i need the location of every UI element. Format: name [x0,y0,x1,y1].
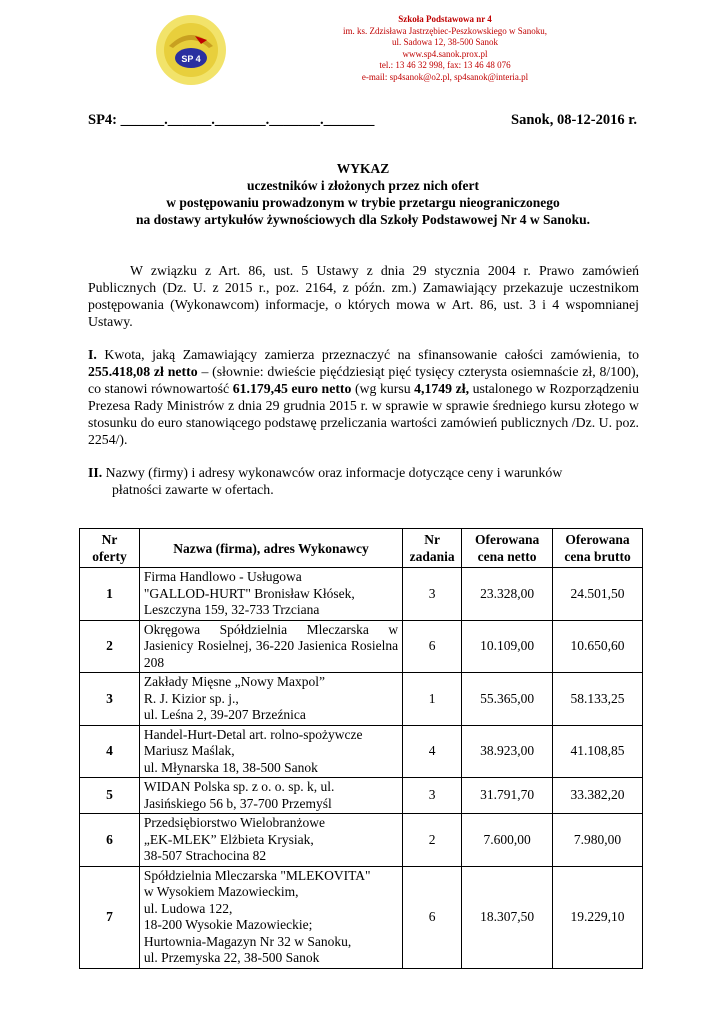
gross-price: 41.108,85 [553,725,643,778]
school-patron: im. ks. Zdzisława Jastrzębiec-Peszkowskiego w Sanoku, [343,25,547,36]
task-number: 6 [403,866,462,968]
section-1-marker: I. [88,347,97,362]
offer-number: 7 [80,866,140,968]
offer-number: 6 [80,814,140,867]
section-2-line-1: Nazwy (firmy) i adresy wykonawców oraz informacje dotyczące ceny i warunków [102,465,563,480]
school-name: Szkoła Podstawowa nr 4 [398,14,492,24]
table-row [80,778,643,814]
letterhead [300,14,590,83]
offers-table [79,528,643,969]
header-task-no: Nr zadania [403,529,462,568]
contractor-cell: Handel-Hurt-Detal art. rolno-spożywcze Mariusz Maślak, ul. Młynarska 18, 38-500 Sanok [139,725,402,778]
school-address: ul. Sadowa 12, 38-500 Sanok [392,37,498,47]
section-2-line-2: płatności zawarte w ofertach. [112,482,274,497]
gross-price: 10.650,60 [553,620,643,673]
offer-number: 4 [80,725,140,778]
title-line-2: uczestników i złożonych przez nich ofert [246,178,480,193]
contractor-cell: Zakłady Mięsne „Nowy Maxpol” R. J. Kizior sp. j., ul. Leśna 2, 39-207 Brzeźnica [139,673,402,726]
net-price: 55.365,00 [462,673,553,726]
section-1-text-c: (wg kursu [351,381,415,396]
school-logo [155,14,227,86]
table-row [80,725,643,778]
school-website: www.sp4.sanok.prox.pl [402,48,488,59]
reference-number: SP4: ______.______._______._______._______ [88,112,375,128]
title-line-4: na dostawy artykułów żywnościowych dla Szkoły Podstawowej Nr 4 w Sanoku. [136,212,590,227]
school-phone-fax: tel.: 13 46 32 998, fax: 13 46 48 076 [379,60,511,70]
table-row [80,673,643,726]
task-number: 2 [403,814,462,867]
task-number: 4 [403,725,462,778]
amount-eur: 61.179,45 euro netto [232,381,352,396]
section-1-text-b: – (słownie: dwieście pięćdziesiąt pięć tysięcy czterysta osiemnaście zł, 8/100), co stanowi równowartość [88,364,640,396]
table-header-row [80,529,643,568]
gross-price: 7.980,00 [553,814,643,867]
title-line-3: w postępowaniu prowadzonym w trybie przetargu nieograniczonego [166,195,560,210]
task-number: 3 [403,568,462,621]
header-offer-no: Nr oferty [80,529,140,568]
net-price: 10.109,00 [462,620,553,673]
contractor-cell: WIDAN Polska sp. z o. o. sp. k, ul. Jasińskiego 56 b, 37-700 Przemyśl [139,778,402,814]
document-title [88,160,638,228]
table-row [80,568,643,621]
offer-number: 3 [80,673,140,726]
amount-pln: 255.418,08 zł netto [88,364,198,379]
net-price: 7.600,00 [462,814,553,867]
task-number: 6 [403,620,462,673]
net-price: 38.923,00 [462,725,553,778]
section-2-paragraph [88,464,639,498]
title-line-1: WYKAZ [336,161,390,176]
section-2-marker: II. [88,465,103,480]
header-gross-price: Oferowana cena brutto [553,529,643,568]
task-number: 3 [403,778,462,814]
intro-paragraph: W związku z Art. 86, ust. 5 Ustawy z dnia 29 stycznia 2004 r. Prawo zamówień Publicznych (Dz. U. z 2015 r., poz. 2164, z późn. zm.) Zamawiający przekazuje uczestnikom postępowania (Wykonawcom) informacje, o których mowa w Art. 86, ust. 3 i 4 wspomnianej Ustawy. [88,263,639,329]
offer-number: 1 [80,568,140,621]
document-date: Sanok, 08-12-2016 r. [511,112,637,128]
net-price: 23.328,00 [462,568,553,621]
gross-price: 19.229,10 [553,866,643,968]
gross-price: 58.133,25 [553,673,643,726]
table-row [80,866,643,968]
header-net-price: Oferowana cena netto [462,529,553,568]
table-row [80,814,643,867]
offer-number: 2 [80,620,140,673]
section-1-text-d: ustalonego w Rozporządzeniu Prezesa Rady Ministrów z dnia 29 grudnia 2015 r. w sprawie w sprawie średniego kursu złotego w stosunku do euro stanowiącego podstawę przeliczania wartości zamówień publicznych /Dz. U. poz. 2254/). [88,381,640,447]
contractor-cell: Okręgowa Spółdzielnia Mleczarska w Jasienicy Rosielnej, 36-220 Jasienica Rosielna 208 [139,620,402,673]
logo-text: SP 4 [181,54,201,64]
table-row [80,620,643,673]
offer-number: 5 [80,778,140,814]
section-1-paragraph [88,346,639,448]
contractor-cell: Przedsiębiorstwo Wielobranżowe „EK-MLEK” Elżbieta Krysiak, 38-507 Strachocina 82 [139,814,402,867]
net-price: 18.307,50 [462,866,553,968]
net-price: 31.791,70 [462,778,553,814]
contractor-cell: Firma Handlowo - Usługowa "GALLOD-HURT" Bronisław Kłósek, Leszczyna 159, 32-733 Trzciana [139,568,402,621]
gross-price: 33.382,20 [553,778,643,814]
contractor-cell: Spółdzielnia Mleczarska "MLEKOVITA" w Wysokiem Mazowieckim, ul. Ludowa 122, 18-200 Wysokie Mazowieckie; Hurtownia-Magazyn Nr 32 w Sanoku, ul. Przemyska 22, 38-500 Sanok [139,866,402,968]
school-email: e-mail: sp4sanok@o2.pl, sp4sanok@interia.pl [361,71,529,82]
exchange-rate: 4,1749 zł, [414,381,470,396]
section-1-text-a: Kwota, jaką Zamawiający zamierza przeznaczyć na sfinansowanie całości zamówienia, to [96,347,639,362]
header-contractor: Nazwa (firma), adres Wykonawcy [139,529,402,568]
gross-price: 24.501,50 [553,568,643,621]
task-number: 1 [403,673,462,726]
